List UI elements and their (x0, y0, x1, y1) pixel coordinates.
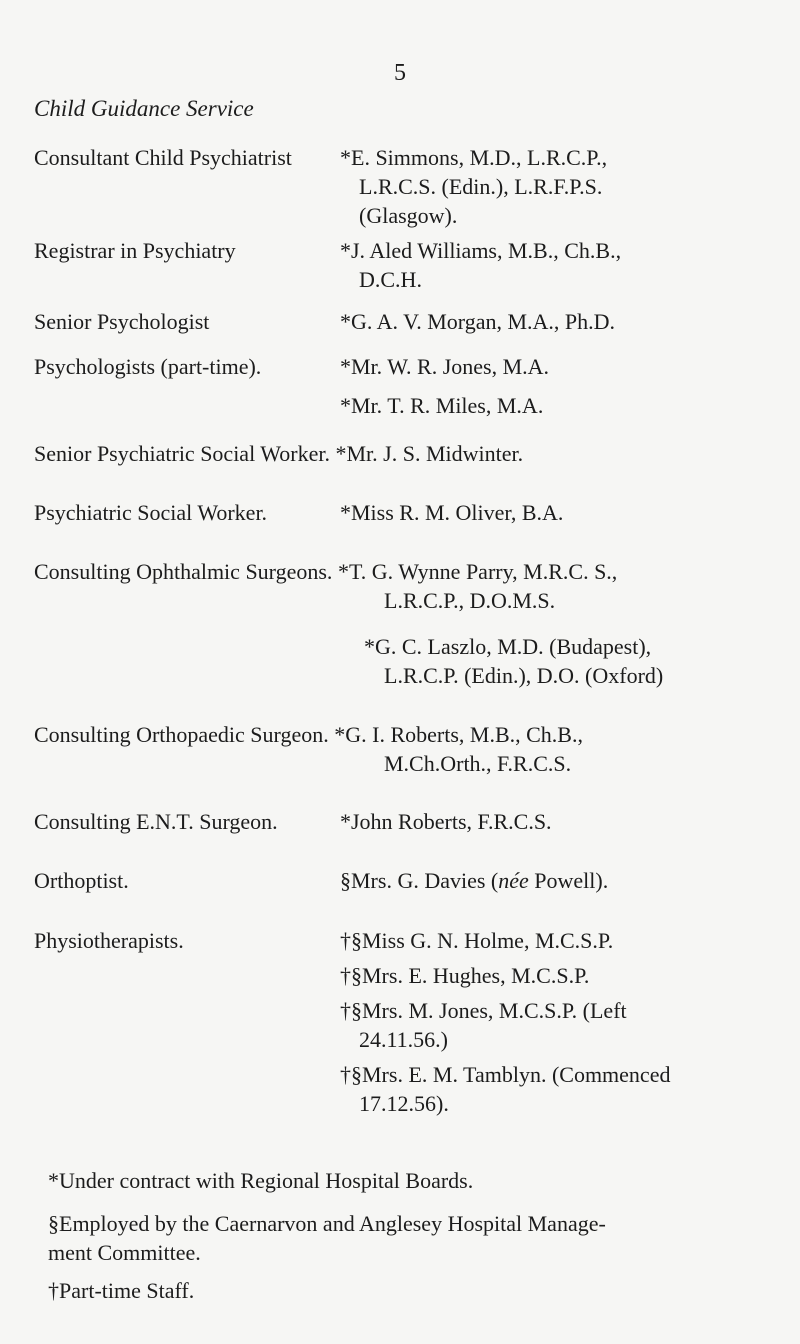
role-label: Consultant Child Psychiatrist (34, 145, 292, 170)
footnote-line: ment Committee. (48, 1240, 201, 1265)
role-label: Consulting Orthopaedic Surgeon. (34, 722, 329, 747)
name-line: L.R.C.P. (Edin.), D.O. (Oxford) (384, 663, 664, 688)
page-number: 5 (394, 60, 406, 86)
role-label: Orthoptist. (34, 868, 129, 893)
staff-name (340, 1060, 744, 1118)
name-line: (Glasgow). (359, 203, 458, 228)
name-line: *G. C. Laszlo, M.D. (Budapest), (364, 634, 652, 659)
name-part: née (498, 868, 529, 893)
staff-names (340, 307, 744, 336)
staff-name: *Mr. T. R. Miles, M.A. (340, 393, 544, 418)
staff-entry (34, 720, 583, 749)
staff-name: *John Roberts, F.R.C.S. (340, 809, 552, 834)
staff-names (340, 352, 744, 420)
staff-name: *Mr. W. R. Jones, M.A. (340, 354, 550, 379)
role-label: Psychologists (part-time). (34, 354, 262, 379)
name-line: L.R.C.S. (Edin.), L.R.F.P.S. (359, 174, 603, 199)
name-line: †§Mrs. E. M. Tamblyn. (Commenced (340, 1062, 671, 1087)
name-line: D.C.H. (359, 267, 422, 292)
footnote-contract: *Under contract with Regional Hospital Boards. (48, 1168, 474, 1193)
footnote-line: §Employed by the Caernarvon and Anglesey Hospital Manage- (48, 1211, 606, 1236)
staff-name: †§Mrs. E. Hughes, M.C.S.P. (340, 963, 590, 988)
role-label: Senior Psychologist (34, 309, 210, 334)
staff-name (340, 866, 744, 895)
name-line: *T. G. Wynne Parry, M.R.C. S., (337, 559, 618, 584)
role-label: Psychiatric Social Worker. (34, 500, 268, 525)
staff-names (340, 926, 744, 1118)
staff-name (340, 996, 744, 1054)
staff-names (340, 236, 744, 294)
staff-names (340, 807, 744, 836)
name-line: *E. Simmons, M.D., L.R.C.P., (340, 145, 608, 170)
staff-name: *Mr. J. S. Midwinter. (335, 441, 524, 466)
staff-entry (34, 439, 523, 468)
footnote-employed (48, 1209, 718, 1267)
staff-name (340, 236, 744, 294)
name-line: *J. Aled Williams, M.B., Ch.B., (340, 238, 622, 263)
staff-names (340, 866, 744, 895)
section-title: Child Guidance Service (34, 96, 254, 121)
staff-entry (34, 557, 617, 586)
name-line: L.R.C.P., D.O.M.S. (384, 588, 556, 613)
staff-names (340, 498, 744, 527)
name-line: 17.12.56). (359, 1091, 449, 1116)
name-line: 24.11.56.) (359, 1027, 449, 1052)
name-line: M.Ch.Orth., F.R.C.S. (384, 751, 572, 776)
staff-name: *Miss R. M. Oliver, B.A. (340, 500, 564, 525)
staff-name: *G. A. V. Morgan, M.A., Ph.D. (340, 309, 616, 334)
staff-names (340, 143, 744, 230)
staff-name: †§Miss G. N. Holme, M.C.S.P. (340, 928, 614, 953)
name-part: §Mrs. G. Davies ( (340, 868, 499, 893)
role-label: Consulting Ophthalmic Surgeons. (34, 559, 333, 584)
footnote-part-time: †Part-time Staff. (48, 1278, 195, 1303)
name-line: *G. I. Roberts, M.B., Ch.B., (334, 722, 583, 747)
role-label: Consulting E.N.T. Surgeon. (34, 809, 278, 834)
name-part: Powell). (528, 868, 609, 893)
role-label: Registrar in Psychiatry (34, 238, 236, 263)
name-line: †§Mrs. M. Jones, M.C.S.P. (Left (340, 998, 627, 1023)
staff-name (340, 143, 744, 230)
role-label: Senior Psychiatric Social Worker. (34, 441, 330, 466)
role-label: Physiotherapists. (34, 928, 184, 953)
